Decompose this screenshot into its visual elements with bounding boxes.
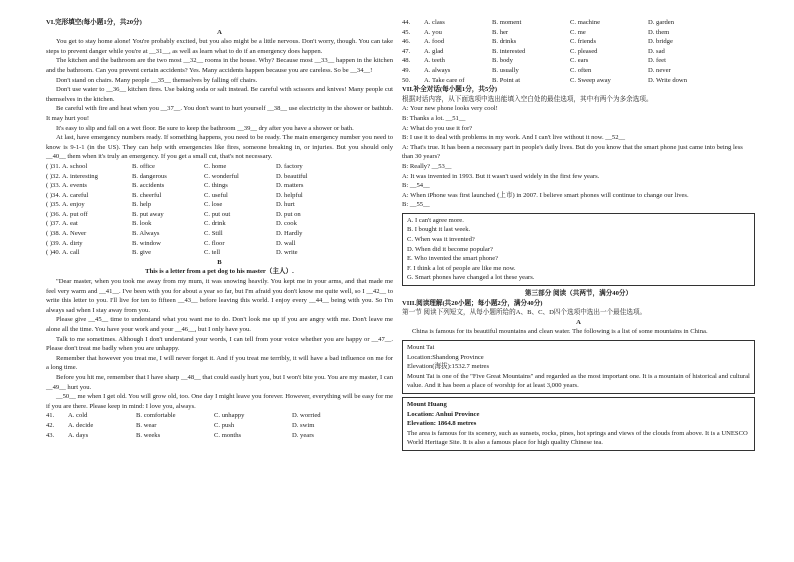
dialogue: [402, 104, 755, 210]
dialogue-choice: D. When did it become popular?: [407, 245, 493, 253]
option-row: [402, 47, 755, 57]
dialogue-choice: E. Who invented the smart phone?: [407, 255, 499, 263]
dialogue-line: B: I use it to deal with problems in my work. And I can't live without it now. __52__: [402, 134, 626, 142]
option-row: [46, 411, 393, 421]
part3-title: 第三部分 阅读（共两节，满分40分）: [524, 290, 633, 298]
mountain-info-line: Elevation: 1864.8 metres: [407, 420, 477, 428]
option-cell: D. bridge: [648, 38, 673, 46]
option-cell: ( )34.: [46, 191, 61, 199]
passage-paragraph: Talk to me sometimes. Although I don't understand your words, I can tell from your voice whether you are happy or __47__. Please don't treat me badly when you are unhappy.: [46, 335, 393, 353]
option-cell: C. me: [570, 28, 586, 36]
passage-paragraph: Be careful with fire and heat when you __37__. You don't want to hurt yourself __38__ use electricity in the shower or bathtub. It may hurt you!: [46, 105, 393, 122]
option-cell: B. body: [492, 57, 513, 65]
option-cell: C. wonderful: [204, 172, 239, 180]
mountain-info-line: Location: Anhui Province: [407, 410, 480, 418]
passage-paragraph: Before you hit me, remember that I have sharp __48__ that could easily hurt you, but I won't bite you. You are my master, I can __49__ hurt you.: [46, 373, 393, 391]
option-cell: C. floor: [204, 239, 225, 247]
option-cell: ( )38.: [46, 230, 61, 238]
option-cell: ( )39.: [46, 239, 61, 247]
option-cell: A. interesting: [62, 172, 98, 180]
option-row: [402, 37, 755, 47]
option-cell: A. you: [424, 28, 442, 36]
passage-a: [46, 37, 393, 162]
passage-paragraph: The kitchen and the bathroom are the two most __32__ rooms in the house. Why? Because most __33__ happen in the kitchen and the bathroom. Can you prevent certain accidents? Yes. Many accidents happen because you are careless. So be __34__!: [46, 57, 393, 74]
option-cell: D. hurt: [276, 201, 295, 209]
passage-paragraph: Don't use water to __36__ kitchen fires. Use baking soda or salt instead. Be careful with scissors and knives! Many people cut themselves in the kitchen.: [46, 86, 393, 103]
option-cell: D. beautiful: [276, 172, 308, 180]
option-cell: D. garden: [648, 19, 674, 26]
option-cell: C. friends: [570, 38, 597, 46]
option-cell: A. Never: [62, 230, 87, 238]
option-cell: A. school: [62, 162, 88, 170]
option-cell: C. push: [214, 421, 235, 429]
mountain-info-line: The area is famous for its scenery, such as sunsets, rocks, pines, hot springs and views of the clouds from above. It is a UNESCO World Heritage Site. It is also a famous place for high quality Chinese tea.: [407, 429, 748, 447]
option-cell: C. home: [204, 162, 227, 170]
option-cell: C. things: [204, 182, 228, 190]
option-cell: B. put away: [132, 210, 164, 218]
options-a: [46, 162, 393, 258]
dialogue-line: A: It was invented in 1993. But it wasn't used widely in the first few years.: [402, 172, 600, 180]
option-cell: C. Sweep away: [570, 76, 611, 84]
option-cell: B. look: [132, 220, 152, 228]
option-cell: B. accidents: [132, 182, 165, 190]
option-cell: D. cook: [276, 220, 297, 228]
option-cell: D. put on: [276, 210, 301, 218]
option-cell: B. help: [132, 201, 152, 209]
option-cell: 46.: [402, 38, 411, 46]
option-cell: ( )40.: [46, 249, 61, 257]
dialogue-line: A: What do you use it for?: [402, 124, 473, 132]
passage-paragraph: Please give __45__ time to understand what you want me to do. Don't look me up if you are angry with me. Don't leave me alone all the time. You have your work and your __46__, but I only have you.: [46, 316, 393, 333]
mount-tai-box: [402, 340, 755, 394]
option-cell: 48.: [402, 57, 411, 65]
passage-b: [46, 277, 393, 411]
reading-intro: China is famous for its beautiful mountains and clean water. The following is a list of some mountains in China.: [412, 328, 708, 336]
option-cell: C. unhappy: [214, 412, 245, 420]
option-cell: ( )36.: [46, 210, 61, 218]
option-cell: B. her: [492, 28, 509, 36]
option-cell: D. sad: [648, 47, 665, 55]
option-cell: A. enjoy: [62, 201, 85, 209]
option-cell: 50.: [402, 76, 411, 84]
option-row: [46, 200, 393, 210]
dialogue-choice: A. I can't agree more.: [407, 216, 464, 224]
option-cell: D. swim: [292, 421, 315, 429]
mountain-info-line: Mount Tai: [407, 344, 435, 351]
option-row: [402, 18, 755, 28]
mountain-info-line: Mount Tai is one of the "Five Great Mountains" and regarded as the most important one. It is a mountain of historical and cultural value. And it has been a place of worship for at least 3,000 years.: [407, 372, 750, 390]
option-cell: A. events: [62, 182, 87, 190]
option-cell: C. lose: [204, 201, 223, 209]
option-cell: D. helpful: [276, 191, 303, 199]
option-cell: B. drinks: [492, 38, 517, 46]
option-cell: A. call: [62, 249, 80, 257]
option-cell: D. wall: [276, 239, 296, 247]
option-cell: C. machine: [570, 19, 601, 26]
mountain-info-line: Location:Shandong Province: [407, 353, 484, 361]
option-row: [402, 56, 755, 66]
reading-instructions: 第一节 阅读下列短文，从每小题所给的A、B、C、D四个选项中选出一个最佳选项。: [402, 309, 647, 317]
option-cell: C. drink: [204, 220, 226, 228]
option-cell: D. feet: [648, 57, 666, 65]
option-cell: C. pleased: [570, 47, 598, 55]
option-cell: 44.: [402, 19, 411, 26]
option-row: [46, 229, 393, 239]
option-cell: C. useful: [204, 191, 228, 199]
option-cell: 42.: [46, 421, 55, 429]
option-cell: D. factory: [276, 162, 303, 170]
section-title-dialogue: VII.补全对话(每小题1分，共5分): [402, 86, 498, 94]
option-cell: B. Point at: [492, 76, 521, 84]
dialogue-choices-box: [402, 213, 755, 286]
option-cell: A. decide: [68, 421, 94, 429]
dialogue-line: A: When iPhone was first launched (上市) in 2007. I believe smart phones will continue to change our lives.: [402, 191, 689, 199]
option-cell: 47.: [402, 47, 411, 55]
right-column: [402, 18, 755, 454]
options-b: [46, 411, 393, 440]
option-cell: C. put out: [204, 210, 231, 218]
dialogue-choice: F. I think a lot of people are like me now.: [407, 264, 516, 272]
option-cell: A. teeth: [424, 57, 445, 65]
option-cell: A. careful: [62, 191, 89, 199]
option-cell: D. years: [292, 431, 314, 439]
option-cell: A. food: [424, 38, 445, 46]
option-cell: 43.: [46, 431, 55, 439]
option-row: [402, 76, 755, 86]
option-cell: A. Take care of: [424, 76, 465, 84]
option-cell: ( )33.: [46, 182, 61, 190]
dialogue-line: A: Your new phone looks very cool!: [402, 105, 498, 113]
option-row: [46, 210, 393, 220]
dialogue-line: B: Thanks a lot. __51__: [402, 114, 466, 122]
option-cell: B. interested: [492, 47, 526, 55]
option-cell: ( )32.: [46, 172, 61, 180]
passage-paragraph: At last, have emergency numbers ready. If something happens, you need to be ready. The main emergency number you need to know is 9-1-1 (in the US). They can help with emergencies like fires, someone breaking in, or injuries. But you should only __40__ them when it's truly an emergency. If you get a small cut, that's not necessary.: [46, 134, 393, 161]
dialogue-choice: C. When was it invented?: [407, 236, 475, 244]
option-row: [46, 162, 393, 172]
left-column: [46, 18, 393, 440]
option-cell: ( )37.: [46, 220, 61, 228]
option-cell: A. put off: [62, 210, 88, 218]
option-cell: A. cold: [68, 412, 88, 420]
option-row: [402, 66, 755, 76]
passage-paragraph: It's easy to slip and fall on a wet floor. Be sure to keep the bathroom __39__ dry after you have a shower or bath.: [56, 124, 354, 132]
option-cell: B. give: [132, 249, 152, 257]
section-title-cloze: VI.完形填空(每小题1分，共20分): [46, 19, 142, 26]
option-cell: D. Write down: [648, 76, 687, 84]
dialogue-line: B: __55__: [402, 201, 430, 209]
option-cell: D. worried: [292, 412, 321, 420]
option-cell: A. days: [68, 431, 89, 439]
option-cell: 45.: [402, 28, 411, 36]
option-cell: C. tell: [204, 249, 221, 257]
option-row: [46, 431, 393, 441]
option-cell: B. office: [132, 162, 155, 170]
mountain-info-line: Mount Huang: [407, 400, 447, 408]
option-row: [46, 239, 393, 249]
passage-paragraph: Remember that however you treat me, I will never forget it. And if you treat me terribly, it will have a bad influence on me for a long time.: [46, 354, 393, 372]
passage-paragraph: "Dear master, when you took me away from my mum, it was snowing heavily. You kept me in your arms, and that made me feel very warm and __41__. I've been with you for about a year so far, but I'm afraid you don't know me quite well, so I __42__ to write this letter to you. I'll live for ten to fifteen __43__ before leaving this world. I enjoy every __44__ being with you. So I'm always sad when I stay away from you.: [46, 278, 393, 314]
option-row: [46, 191, 393, 201]
option-cell: B. moment: [492, 19, 522, 26]
option-cell: B. weeks: [136, 431, 161, 439]
option-cell: B. window: [132, 239, 161, 247]
option-cell: A. class: [424, 19, 445, 26]
option-cell: C. Still: [204, 230, 223, 238]
option-cell: D. write: [276, 249, 298, 257]
option-row: [46, 172, 393, 182]
mount-huang-box: [402, 397, 755, 451]
option-cell: B. usually: [492, 66, 519, 74]
option-cell: B. wear: [136, 421, 157, 429]
passage-paragraph: Don't stand on chairs. Many people __35__ themselves by falling off chairs.: [56, 76, 258, 84]
option-cell: D. matters: [276, 182, 304, 190]
part-a-label: A: [217, 28, 222, 36]
option-row: [46, 181, 393, 191]
option-cell: 41.: [46, 412, 55, 420]
option-cell: A. glad: [424, 47, 444, 55]
part-b-label: B: [217, 258, 222, 266]
option-cell: B. comfortable: [136, 412, 176, 420]
dialogue-choice: B. I bought it last week.: [407, 226, 471, 234]
option-row: [46, 219, 393, 229]
option-cell: ( )35.: [46, 201, 61, 209]
option-row: [46, 421, 393, 431]
part-b-title: This is a letter from a pet dog to his master（主人）.: [145, 268, 294, 276]
dialogue-choice: G. Smart phones have changed a lot these years.: [407, 274, 535, 282]
option-cell: 49.: [402, 66, 411, 74]
passage-paragraph: __50__ me when I get old. You will grow old, too. One day I might leave you forever. However, everything will be easy for me if you are there. Please keep in mind: I love you, always.: [46, 393, 393, 410]
option-cell: B. cheerful: [132, 191, 162, 199]
option-cell: C. ears: [570, 57, 589, 65]
dialogue-line: B: Really? __53__: [402, 162, 452, 170]
option-row: [46, 248, 393, 258]
section-title-reading: VIII.阅读理解(共20小题；每小题2分，满分40分): [402, 299, 543, 307]
dialogue-line: B: __54__: [402, 182, 430, 190]
option-cell: A. eat: [62, 220, 78, 228]
option-cell: ( )31.: [46, 162, 61, 170]
passage-paragraph: You get to stay home alone! You're probably excited, but you also might be a little nervous. Don't worry, though. You can take steps to prevent danger while you're at __31__, as well as learn what to do if an emergency does happen.: [46, 38, 393, 55]
mountain-info-line: Elevation(海拔):1532.7 metres: [407, 363, 490, 371]
dialogue-line: A: That's true. It has been a necessary part in people's daily lives. But do you know that the smart phone just came into being less than 30 years?: [402, 143, 743, 161]
option-cell: A. dirty: [62, 239, 83, 247]
option-cell: C. months: [214, 431, 242, 439]
option-cell: D. Hardly: [276, 230, 303, 238]
option-row: [402, 28, 755, 38]
dialogue-instructions: 根据对话内容，从下面选项中选出能填入空白处的最佳选项，其中有两个为多余选项。: [402, 95, 653, 103]
option-cell: D. never: [648, 66, 671, 74]
option-cell: B. dangerous: [132, 172, 167, 180]
reading-part-a-label: A: [576, 318, 581, 326]
option-cell: C. often: [570, 66, 592, 74]
options-b-continued: [402, 18, 755, 85]
option-cell: A. always: [424, 66, 451, 74]
option-cell: B. Always: [132, 230, 160, 238]
option-cell: D. them: [648, 28, 670, 36]
